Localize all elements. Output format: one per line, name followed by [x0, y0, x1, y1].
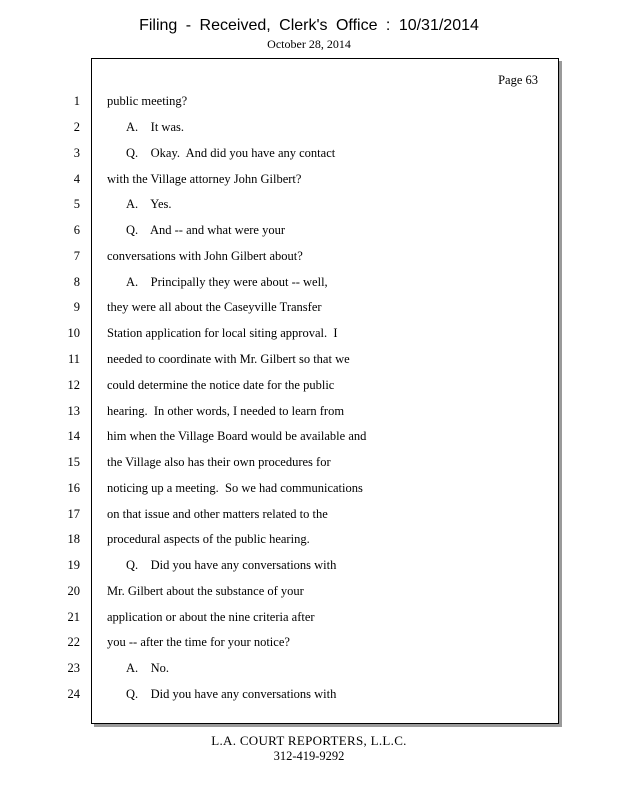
- transcript-line: Q. And -- and what were your: [126, 223, 285, 237]
- transcript-line: public meeting?: [107, 94, 188, 108]
- line-number: 3: [73, 146, 80, 160]
- transcript-line: they were all about the Caseyville Transfer: [107, 300, 322, 314]
- line-number: 4: [73, 172, 80, 186]
- line-number: 9: [73, 300, 80, 314]
- line-number: 10: [67, 326, 80, 340]
- line-number: 17: [67, 507, 80, 521]
- line-number: 5: [73, 197, 80, 211]
- line-number: 21: [67, 610, 80, 624]
- transcript-line: him when the Village Board would be available and: [107, 429, 367, 443]
- line-number: 7: [73, 249, 80, 263]
- line-number: 18: [67, 532, 80, 546]
- line-number: 6: [73, 223, 80, 237]
- transcript-line: Mr. Gilbert about the substance of your: [107, 584, 304, 598]
- line-number: 16: [67, 481, 80, 495]
- transcript-line: noticing up a meeting. So we had communications: [107, 481, 363, 495]
- line-number: 23: [67, 661, 80, 675]
- transcript-line: you -- after the time for your notice?: [107, 635, 290, 649]
- transcript-line: application or about the nine criteria after: [107, 610, 315, 624]
- transcript-line: Q. Did you have any conversations with: [126, 558, 337, 572]
- line-number: 12: [67, 378, 80, 392]
- transcript-line: the Village also has their own procedures for: [107, 455, 331, 469]
- transcript-line: conversations with John Gilbert about?: [107, 249, 303, 263]
- line-number: 14: [67, 429, 80, 443]
- transcript-line: A. It was.: [126, 120, 184, 134]
- transcript-line: procedural aspects of the public hearing.: [107, 532, 310, 546]
- transcript-line: A. Principally they were about -- well,: [126, 275, 328, 289]
- hearing-date: October 28, 2014: [267, 37, 351, 51]
- transcript-line: hearing. In other words, I needed to learn from: [107, 404, 345, 418]
- line-number: 15: [67, 455, 80, 469]
- line-number: 13: [67, 404, 80, 418]
- line-number: 8: [73, 275, 80, 289]
- transcript-line: with the Village attorney John Gilbert?: [107, 172, 302, 186]
- page-number: Page 63: [498, 73, 538, 87]
- line-number: 11: [67, 352, 80, 366]
- transcript-line: Q. Okay. And did you have any contact: [126, 146, 336, 160]
- transcript-line: needed to coordinate with Mr. Gilbert so that we: [107, 352, 350, 366]
- line-number: 2: [73, 120, 80, 134]
- court-reporter-phone: 312-419-9292: [273, 749, 345, 763]
- transcript-line: A. No.: [126, 661, 170, 675]
- transcript-line: Station application for local siting approval. I: [107, 326, 338, 340]
- line-number: 22: [67, 635, 80, 649]
- transcript-line: could determine the notice date for the public: [107, 378, 335, 392]
- court-reporter-name: L.A. COURT REPORTERS, L.L.C.: [211, 733, 407, 748]
- line-number: 19: [67, 558, 80, 572]
- transcript-line: Q. Did you have any conversations with: [126, 687, 337, 701]
- line-number: 20: [67, 584, 80, 598]
- line-number-column: [0, 0, 91, 800]
- line-number: 24: [67, 687, 80, 701]
- line-number: 1: [73, 94, 80, 108]
- filing-stamp: Filing - Received, Clerk's Office : 10/31/2014: [139, 17, 479, 34]
- transcript-line: A. Yes.: [126, 197, 172, 211]
- transcript-line: on that issue and other matters related to the: [107, 507, 328, 521]
